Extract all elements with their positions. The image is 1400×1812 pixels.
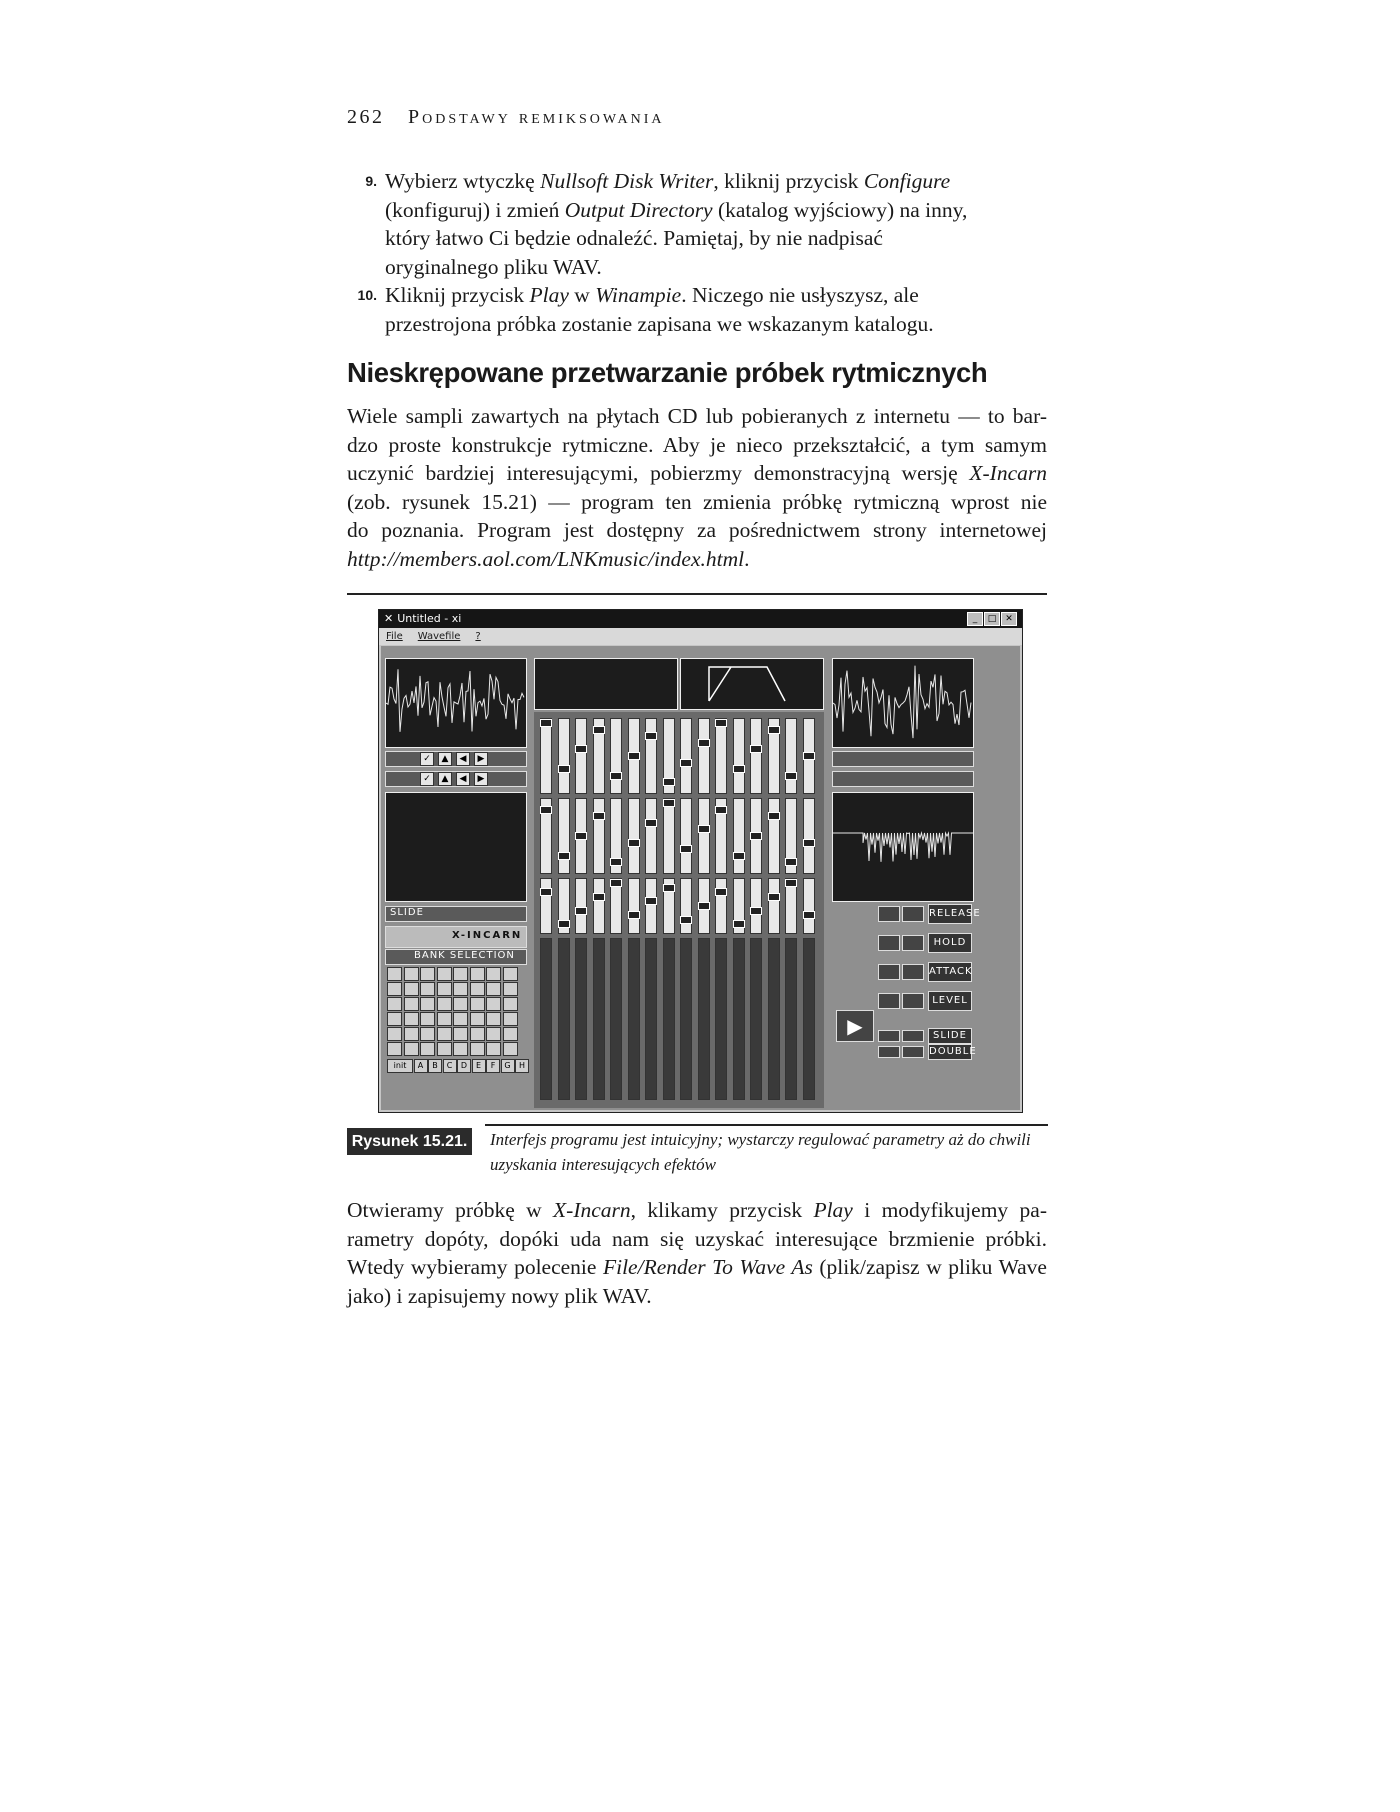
- text-run: Kliknij przycisk: [385, 283, 530, 307]
- fader[interactable]: [803, 718, 815, 794]
- fader-knob[interactable]: [558, 920, 570, 928]
- fader-knob[interactable]: [628, 752, 640, 760]
- bank-selection-label: BANK SELECTION: [414, 950, 515, 961]
- right-bar-1: [832, 751, 974, 767]
- xincarn-logo: X-INCARN: [452, 930, 523, 941]
- fader[interactable]: [785, 878, 797, 934]
- bank-cell[interactable]: [387, 967, 402, 981]
- text-run: przestrojona próbka zostanie zapisana we wskazanym katalogu.: [385, 311, 934, 336]
- text-line: [347, 516, 1047, 545]
- italic-term: Winampie: [595, 283, 682, 307]
- step-column[interactable]: [558, 938, 570, 1100]
- fader-knob[interactable]: [628, 839, 640, 847]
- fader[interactable]: [803, 878, 815, 934]
- bank-cell[interactable]: [503, 967, 518, 981]
- text-run: (plik/zapisz w pliku Wave: [812, 1255, 1047, 1279]
- fader-knob[interactable]: [610, 772, 622, 780]
- fader[interactable]: [698, 798, 710, 874]
- bank-cell[interactable]: [503, 1012, 518, 1026]
- bank-cell[interactable]: [404, 1042, 419, 1056]
- fader-knob[interactable]: [558, 852, 570, 860]
- parameter-button[interactable]: [878, 906, 900, 922]
- window-title: Untitled - xi: [397, 612, 462, 625]
- fader[interactable]: [680, 798, 692, 874]
- fader[interactable]: [575, 878, 587, 934]
- bank-cell[interactable]: [486, 997, 501, 1011]
- fader[interactable]: [715, 718, 727, 794]
- fader[interactable]: [663, 798, 675, 874]
- right-arrow-icon[interactable]: ▶: [474, 752, 488, 766]
- bank-cell[interactable]: [470, 967, 485, 981]
- caption-label: Rysunek 15.21.: [347, 1128, 472, 1155]
- bank-cell[interactable]: [420, 982, 435, 996]
- text-line: [347, 1253, 1047, 1282]
- parameter-label: LEVEL: [928, 991, 972, 1011]
- fader-knob[interactable]: [733, 920, 745, 928]
- output-waveform: [832, 658, 974, 748]
- step-column[interactable]: [663, 938, 675, 1100]
- bank-cell[interactable]: [437, 967, 452, 981]
- fader[interactable]: [575, 718, 587, 794]
- fader[interactable]: [680, 718, 692, 794]
- list-item: [357, 281, 1015, 338]
- fader[interactable]: [558, 718, 570, 794]
- bank-row-button[interactable]: F: [486, 1059, 500, 1073]
- parameter-button[interactable]: [902, 906, 924, 922]
- fader-knob[interactable]: [733, 765, 745, 773]
- bank-cell[interactable]: [486, 967, 501, 981]
- right-bar-2: [832, 771, 974, 787]
- fader[interactable]: [540, 718, 552, 794]
- fader-knob[interactable]: [558, 765, 570, 773]
- text-line: [347, 1282, 1047, 1311]
- step-column[interactable]: [593, 938, 605, 1100]
- bank-cell[interactable]: [420, 967, 435, 981]
- fader-knob[interactable]: [785, 858, 797, 866]
- left-display: [385, 792, 527, 902]
- fader-knob[interactable]: [575, 745, 587, 753]
- fader[interactable]: [715, 798, 727, 874]
- parameter-label: SLIDE: [928, 1028, 972, 1044]
- text-line: [347, 402, 1047, 431]
- bank-cell[interactable]: [503, 1027, 518, 1041]
- up-icon[interactable]: ▲: [438, 752, 452, 766]
- right-controls: [832, 904, 981, 1108]
- bank-row-button[interactable]: E: [472, 1059, 486, 1073]
- input-waveform: [385, 658, 527, 748]
- window-body: [381, 646, 1020, 1110]
- italic-term: Play: [529, 283, 569, 307]
- text-run: uczynić bardziej interesującymi, pobierzmy demonstracyjną wersję: [347, 461, 970, 485]
- fader[interactable]: [768, 718, 780, 794]
- bank-cell[interactable]: [453, 1042, 468, 1056]
- fader-knob[interactable]: [663, 778, 675, 786]
- fader-bank: [534, 712, 824, 1108]
- bank-cell[interactable]: [453, 982, 468, 996]
- bank-cell[interactable]: [387, 1012, 402, 1026]
- italic-term: X-Incarn: [969, 461, 1047, 485]
- fader-knob[interactable]: [610, 879, 622, 887]
- bank-cell[interactable]: [453, 997, 468, 1011]
- parameter-button[interactable]: [878, 964, 900, 980]
- fader[interactable]: [593, 878, 605, 934]
- bank-row-button[interactable]: H: [515, 1059, 529, 1073]
- bank-cell[interactable]: [486, 982, 501, 996]
- fader[interactable]: [733, 878, 745, 934]
- fader[interactable]: [733, 798, 745, 874]
- bank-cell[interactable]: [437, 1027, 452, 1041]
- parameter-button[interactable]: [902, 935, 924, 951]
- intro-paragraph: [347, 402, 1047, 573]
- running-header: [347, 106, 665, 129]
- list-number: 10.: [357, 287, 377, 303]
- bank-cell[interactable]: [420, 1042, 435, 1056]
- bank-cell[interactable]: [486, 1012, 501, 1026]
- bank-cell[interactable]: [470, 997, 485, 1011]
- parameter-button[interactable]: [902, 1030, 924, 1042]
- fader[interactable]: [768, 878, 780, 934]
- bank-row-button[interactable]: C: [443, 1059, 457, 1073]
- figure-top-rule: [347, 593, 1047, 595]
- bank-cell[interactable]: [503, 997, 518, 1011]
- slide-bar: [385, 906, 527, 922]
- fader-knob[interactable]: [698, 739, 710, 747]
- left-arrow-icon[interactable]: ◀: [456, 772, 470, 786]
- text-run: który łatwo Ci będzie odnaleźć. Pamiętaj, by nie nadpisać: [385, 226, 883, 250]
- fader-knob[interactable]: [803, 839, 815, 847]
- parameter-button[interactable]: [902, 1046, 924, 1058]
- right-arrow-icon[interactable]: ▶: [474, 772, 488, 786]
- bank-grid: [387, 967, 527, 1077]
- fader[interactable]: [750, 798, 762, 874]
- bank-row-button[interactable]: A: [414, 1059, 428, 1073]
- fader[interactable]: [680, 878, 692, 934]
- step-column[interactable]: [575, 938, 587, 1100]
- fader[interactable]: [575, 798, 587, 874]
- closing-paragraph: [347, 1196, 1047, 1310]
- fader-knob[interactable]: [610, 858, 622, 866]
- text-line: [347, 459, 1047, 488]
- fader-knob[interactable]: [593, 812, 605, 820]
- text-run: Wybierz wtyczkę: [385, 169, 541, 193]
- fader[interactable]: [645, 798, 657, 874]
- fader-knob[interactable]: [663, 799, 675, 807]
- envelope-graphic: [681, 659, 823, 709]
- text-line: [385, 253, 1015, 282]
- fader[interactable]: [803, 798, 815, 874]
- text-run: , klikamy przycisk: [630, 1198, 814, 1222]
- list-number: 9.: [365, 173, 377, 189]
- fader-knob[interactable]: [645, 819, 657, 827]
- bank-cell[interactable]: [420, 1027, 435, 1041]
- menu-file[interactable]: File: [386, 631, 403, 642]
- logo-bar: [385, 926, 527, 948]
- fader-knob[interactable]: [785, 772, 797, 780]
- parameter-button[interactable]: [902, 993, 924, 1009]
- fader-knob[interactable]: [768, 812, 780, 820]
- text-line: [347, 545, 1047, 574]
- text-run: Wtedy wybieramy polecenie: [347, 1255, 603, 1279]
- fader[interactable]: [540, 798, 552, 874]
- step-column[interactable]: [628, 938, 640, 1100]
- bank-cell[interactable]: [420, 1012, 435, 1026]
- fader-knob[interactable]: [540, 806, 552, 814]
- step-column[interactable]: [680, 938, 692, 1100]
- fader-knob[interactable]: [733, 852, 745, 860]
- parameter-button[interactable]: [902, 964, 924, 980]
- fader[interactable]: [558, 798, 570, 874]
- bank-cell[interactable]: [404, 1012, 419, 1026]
- text-line: [347, 1196, 1047, 1225]
- step-column[interactable]: [803, 938, 815, 1100]
- text-run: oryginalnego pliku WAV.: [385, 254, 602, 279]
- parameter-label: ATTACK: [928, 962, 972, 982]
- fader[interactable]: [663, 878, 675, 934]
- fader-knob[interactable]: [750, 832, 762, 840]
- fader[interactable]: [610, 718, 622, 794]
- fader-knob[interactable]: [680, 845, 692, 853]
- fader-knob[interactable]: [593, 726, 605, 734]
- output-waveform-graphic: [833, 659, 973, 747]
- fader[interactable]: [558, 878, 570, 934]
- step-column[interactable]: [733, 938, 745, 1100]
- maximize-icon[interactable]: □: [984, 612, 1000, 626]
- right-display-graphic: [833, 793, 973, 901]
- fader[interactable]: [628, 718, 640, 794]
- right-display: [832, 792, 974, 902]
- fader-knob[interactable]: [575, 832, 587, 840]
- text-line: [385, 167, 1015, 196]
- bank-cell[interactable]: [470, 1042, 485, 1056]
- fader[interactable]: [610, 798, 622, 874]
- bank-row-button[interactable]: D: [457, 1059, 471, 1073]
- bank-selection-bar: [385, 949, 527, 965]
- text-line: [385, 196, 1015, 225]
- fader[interactable]: [628, 878, 640, 934]
- middle-display-1: [534, 658, 678, 710]
- text-run: w: [568, 283, 596, 307]
- fader-knob[interactable]: [768, 893, 780, 901]
- fader[interactable]: [645, 878, 657, 934]
- text-run: (zob. rysunek 15.21) — program ten zmienia próbkę rytmiczną wprost nie: [347, 489, 1047, 514]
- text-run: (konfiguruj) i zmień: [385, 197, 565, 222]
- step-column[interactable]: [698, 938, 710, 1100]
- fader-knob[interactable]: [540, 888, 552, 896]
- fader-knob[interactable]: [698, 825, 710, 833]
- parameter-button[interactable]: [878, 993, 900, 1009]
- xincarn-screenshot: [378, 609, 1023, 1113]
- section-heading: Nieskrępowane przetwarzanie próbek rytmicznych: [347, 357, 988, 388]
- bank-cell[interactable]: [453, 1027, 468, 1041]
- menu-help[interactable]: ?: [475, 631, 481, 642]
- fader-knob[interactable]: [803, 911, 815, 919]
- parameter-button[interactable]: [878, 935, 900, 951]
- fader-knob[interactable]: [715, 719, 727, 727]
- menu-wavefile[interactable]: Wavefile: [417, 631, 461, 642]
- text-run: jako) i zapisujemy nowy plik WAV.: [347, 1283, 652, 1308]
- bank-cell[interactable]: [503, 982, 518, 996]
- left-arrow-icon[interactable]: ◀: [456, 752, 470, 766]
- fader[interactable]: [733, 718, 745, 794]
- play-icon[interactable]: ▶: [836, 1010, 874, 1042]
- fader[interactable]: [593, 798, 605, 874]
- bank-row-button[interactable]: B: [428, 1059, 442, 1073]
- step-column[interactable]: [540, 938, 552, 1100]
- fader-knob[interactable]: [785, 879, 797, 887]
- page-number: 262: [347, 106, 385, 128]
- close-icon[interactable]: ✕: [1001, 612, 1017, 626]
- text-line: [347, 488, 1047, 517]
- checkmark-icon[interactable]: ✓: [420, 752, 434, 766]
- left-transport-bar-2: [385, 771, 527, 787]
- app-icon: ✕: [384, 612, 394, 625]
- bank-cell[interactable]: [470, 1012, 485, 1026]
- text-run: (katalog wyjściowy) na inny,: [712, 197, 968, 222]
- bank-cell[interactable]: [387, 982, 402, 996]
- text-line: [385, 310, 1015, 339]
- fader[interactable]: [785, 718, 797, 794]
- text-run: dzo proste konstrukcje rytmiczne. Aby je nieco przekształcić, a tym samym: [347, 432, 1047, 457]
- fader[interactable]: [645, 718, 657, 794]
- fader[interactable]: [628, 798, 640, 874]
- fader[interactable]: [750, 878, 762, 934]
- bank-cell[interactable]: [437, 982, 452, 996]
- slide-label: SLIDE: [390, 907, 424, 918]
- fader-knob[interactable]: [750, 745, 762, 753]
- fader-knob[interactable]: [645, 897, 657, 905]
- fader[interactable]: [610, 878, 622, 934]
- text-line: [347, 431, 1047, 460]
- window-menubar: [379, 628, 1022, 645]
- text-line: [385, 281, 1015, 310]
- text-run: Otwieramy próbkę w: [347, 1198, 554, 1222]
- bank-cell[interactable]: [437, 1042, 452, 1056]
- fader[interactable]: [663, 718, 675, 794]
- bank-cell[interactable]: [453, 967, 468, 981]
- bank-cell[interactable]: [404, 997, 419, 1011]
- step-column[interactable]: [715, 938, 727, 1100]
- bank-cell[interactable]: [486, 1027, 501, 1041]
- step-column[interactable]: [610, 938, 622, 1100]
- fader-knob[interactable]: [645, 732, 657, 740]
- bank-cell[interactable]: [387, 997, 402, 1011]
- text-run: Wiele sampli zawartych na płytach CD lub pobieranych z internetu — to bar-: [347, 404, 1047, 428]
- italic-term: X-Incarn: [553, 1198, 631, 1222]
- caption-text: Interfejs programu jest intuicyjny; wystarczy regulować parametry aż do chwili uzyskania interesujących efektów: [490, 1130, 1031, 1174]
- bank-cell[interactable]: [404, 1027, 419, 1041]
- bank-cell[interactable]: [470, 982, 485, 996]
- bank-cell[interactable]: [387, 1042, 402, 1056]
- caption-rule: [485, 1124, 1048, 1126]
- fader[interactable]: [593, 718, 605, 794]
- parameter-button[interactable]: [878, 1046, 900, 1058]
- checkmark-icon[interactable]: ✓: [420, 772, 434, 786]
- text-run: rametry dopóty, dopóki uda nam się uzyskać interesujące brzmienie próbki.: [347, 1226, 1047, 1251]
- bank-row-button[interactable]: init: [387, 1059, 413, 1073]
- input-waveform-graphic: [386, 659, 526, 747]
- fader[interactable]: [785, 798, 797, 874]
- envelope-display: [680, 658, 824, 710]
- bank-cell[interactable]: [404, 982, 419, 996]
- step-column[interactable]: [768, 938, 780, 1100]
- fader[interactable]: [768, 798, 780, 874]
- text-run: .: [744, 546, 750, 571]
- bank-row-button[interactable]: G: [501, 1059, 515, 1073]
- italic-term: File/Render To Wave As: [602, 1255, 813, 1279]
- fader[interactable]: [750, 718, 762, 794]
- fader-knob[interactable]: [768, 726, 780, 734]
- fader-knob[interactable]: [575, 907, 587, 915]
- bank-cell[interactable]: [437, 1012, 452, 1026]
- step-column[interactable]: [785, 938, 797, 1100]
- fader-knob[interactable]: [750, 907, 762, 915]
- italic-term: Configure: [863, 169, 951, 193]
- text-line: [347, 1225, 1047, 1254]
- bank-cell[interactable]: [420, 997, 435, 1011]
- fader-knob[interactable]: [628, 911, 640, 919]
- list-item: [365, 167, 1015, 281]
- left-transport-bar-1: [385, 751, 527, 767]
- running-title: Podstawy remiksowania: [408, 106, 665, 128]
- fader[interactable]: [540, 878, 552, 934]
- fader-knob[interactable]: [593, 893, 605, 901]
- text-line: [385, 224, 1015, 253]
- bank-cell[interactable]: [503, 1042, 518, 1056]
- fader-knob[interactable]: [698, 902, 710, 910]
- fader-knob[interactable]: [680, 759, 692, 767]
- step-column[interactable]: [645, 938, 657, 1100]
- up-icon[interactable]: ▲: [438, 772, 452, 786]
- fader[interactable]: [698, 878, 710, 934]
- minimize-icon[interactable]: _: [967, 612, 983, 626]
- fader-knob[interactable]: [715, 888, 727, 896]
- text-run: i modyfikujemy pa-: [852, 1198, 1047, 1222]
- fader-knob[interactable]: [715, 806, 727, 814]
- bank-cell[interactable]: [470, 1027, 485, 1041]
- parameter-label: RELEASE: [928, 904, 972, 924]
- fader-knob[interactable]: [680, 916, 692, 924]
- bank-cell[interactable]: [486, 1042, 501, 1056]
- italic-term: Output Directory: [564, 197, 713, 222]
- text-run: do poznania. Program jest dostępny za pośrednictwem strony internetowej: [347, 518, 1047, 542]
- bank-cell[interactable]: [453, 1012, 468, 1026]
- bank-cell[interactable]: [437, 997, 452, 1011]
- step-column[interactable]: [750, 938, 762, 1100]
- text-run: , kliknij przycisk: [713, 169, 864, 193]
- bank-cell[interactable]: [404, 967, 419, 981]
- fader[interactable]: [715, 878, 727, 934]
- italic-term: http://members.aol.com/LNKmusic/index.html: [347, 546, 745, 571]
- italic-term: Nullsoft Disk Writer: [540, 169, 714, 193]
- parameter-label: DOUBLE: [928, 1044, 972, 1060]
- italic-term: Play: [813, 1198, 853, 1222]
- fader[interactable]: [698, 718, 710, 794]
- fader-knob[interactable]: [663, 884, 675, 892]
- bank-cell[interactable]: [387, 1027, 402, 1041]
- text-run: . Niczego nie usłyszysz, ale: [681, 283, 919, 307]
- fader-knob[interactable]: [803, 752, 815, 760]
- window-titlebar: [379, 610, 1022, 628]
- parameter-label: HOLD: [928, 933, 972, 953]
- fader-knob[interactable]: [540, 719, 552, 727]
- parameter-button[interactable]: [878, 1030, 900, 1042]
